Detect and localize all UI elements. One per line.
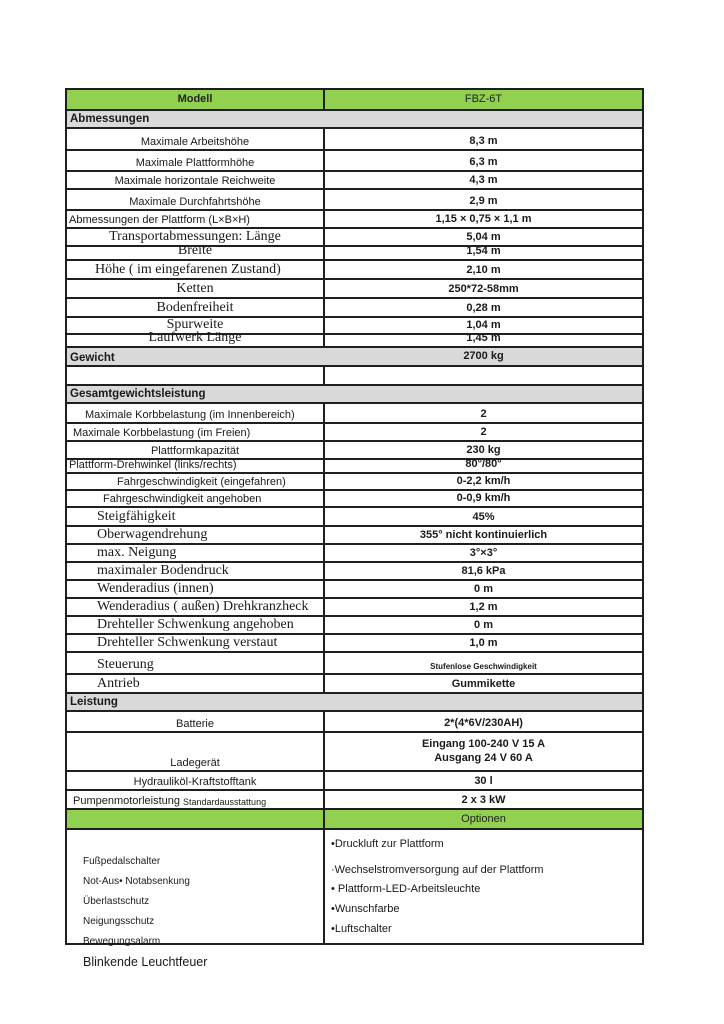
spec-value: 2 x 3 kW [461, 794, 506, 806]
spec-value: 2*(4*6V/230AH) [444, 717, 523, 729]
spec-row [67, 209, 642, 227]
spec-label: Drehteller Schwenkung verstaut [67, 635, 325, 651]
feature-item: Überlastschutz [83, 896, 150, 907]
spec-value: 81,6 kPa [461, 565, 506, 577]
spec-value: 2 [480, 426, 487, 438]
spec-value: 230 kg [466, 444, 501, 456]
spec-label: Oberwagendrehung [67, 527, 325, 543]
spec-label: Steigfähigkeit [67, 508, 325, 525]
section-value: 2700 kg [463, 350, 504, 362]
spec-row [67, 673, 642, 692]
spec-label: Maximale Plattformhöhe [67, 151, 325, 170]
spec-label: Plattform-Drehwinkel (links/rechts) [67, 460, 325, 472]
spec-value: 1,15 × 0,75 × 1,1 m [435, 213, 532, 225]
feature-item: •Wunschfarbe [331, 902, 400, 915]
spec-value: 1,54 m [466, 245, 501, 257]
spec-label-main: Pumpenmotorleistung [73, 795, 181, 807]
spec-value: 2,9 m [469, 195, 498, 207]
spec-row [67, 731, 642, 770]
spec-label: maximaler Bodendruck [67, 563, 325, 579]
section-label: Gewicht [70, 351, 115, 364]
spec-row [67, 458, 642, 472]
spec-value: 1,45 m [466, 332, 501, 344]
spec-row [67, 297, 642, 316]
spec-row [67, 149, 642, 170]
spec-value: 0-0,9 km/h [456, 492, 511, 504]
spec-label: Fahrgeschwindigkeit (eingefahren) [67, 474, 325, 489]
spec-label: Spurweite [67, 318, 325, 333]
spec-row [67, 227, 642, 245]
spec-label: Laufwerk Länge [67, 335, 325, 346]
feature-item: • Plattform-LED-Arbeitsleuchte [331, 883, 481, 896]
spec-label: Fahrgeschwindigkeit angehoben [67, 491, 325, 506]
spec-label: Wenderadius (innen) [67, 581, 325, 597]
spec-value: Gummikette [451, 678, 516, 690]
spec-label: Wenderadius ( außen) Drehkranzheck [67, 599, 325, 615]
spec-row [67, 579, 642, 597]
spec-row [67, 170, 642, 188]
spec-row [67, 561, 642, 579]
spec-label: max. Neigung [67, 545, 325, 561]
spec-label: Antrieb [67, 675, 325, 692]
spec-value: 1,04 m [466, 319, 501, 331]
spec-row [67, 365, 642, 384]
section-header-row [67, 692, 642, 710]
feature-item: ·Wechselstromversorgung auf der Plattform [331, 863, 544, 876]
spec-value: 250*72-58mm [448, 283, 519, 295]
spec-row [67, 710, 642, 731]
spec-value: 80°/80° [465, 458, 502, 470]
section-label: Gesamtgewichtsleistung [70, 387, 206, 400]
model-header-row [67, 90, 642, 109]
section-label: Abmessungen [70, 112, 150, 125]
spec-row [67, 422, 642, 440]
section-header-row [67, 109, 642, 127]
spec-label: Transportabmessungen: Länge [67, 229, 325, 245]
spec-value-line: Ausgang 24 V 60 A [434, 752, 533, 765]
feature-item: •Druckluft zur Plattform [331, 838, 444, 850]
spec-row [67, 188, 642, 209]
spec-label: Breite [67, 247, 325, 259]
feature-item: Bewegungsalarm [83, 936, 161, 947]
spec-label-suffix: Standardausstattung [183, 797, 267, 807]
spec-value: 0,28 m [466, 302, 501, 314]
options-header-label: Optionen [461, 812, 506, 825]
spec-row [67, 651, 642, 673]
options-row [67, 828, 642, 969]
feature-item: Neigungsschutz [83, 916, 155, 927]
spec-label: Maximale Durchfahrtshöhe [67, 190, 325, 209]
spec-row [67, 402, 642, 422]
spec-row [67, 259, 642, 278]
spec-value: 8,3 m [469, 135, 498, 147]
feature-item: Not-Aus• Notabsenkung [83, 876, 190, 887]
spec-label: Bodenfreiheit [67, 299, 325, 316]
spec-table [65, 88, 644, 969]
spec-value: 0 m [474, 583, 493, 595]
model-label-cell: Modell [67, 90, 325, 109]
feature-item: Fußpedalschalter [83, 856, 161, 867]
section-header-row [67, 384, 642, 402]
spec-label: Maximale Korbbelastung (im Innenbereich) [67, 404, 325, 422]
spec-label: Plattformkapazität [67, 442, 325, 458]
spec-label: Hydrauliköl-Kraftstofftank [67, 772, 325, 789]
spec-value: 2 [480, 408, 487, 420]
spec-value: 5,04 m [466, 231, 501, 243]
spec-label: Ketten [67, 280, 325, 297]
model-value-cell: FBZ-6T [464, 93, 503, 105]
feature-item: •Luftschalter [331, 922, 392, 935]
spec-row [67, 278, 642, 297]
spec-value: 4,3 m [469, 174, 498, 186]
section-header-row [67, 346, 642, 365]
spec-row [67, 615, 642, 633]
spec-value: 30 l [474, 775, 493, 787]
spec-value: Stufenlose Geschwindigkeit [430, 662, 537, 671]
spec-label: Abmessungen der Plattform (L×B×H) [67, 211, 325, 227]
spec-row [67, 525, 642, 543]
spec-value: 3°×3° [469, 547, 498, 559]
spec-row [67, 506, 642, 525]
section-label: Leistung [70, 695, 118, 708]
spec-value: 6,3 m [469, 156, 498, 168]
spec-label: Ladegerät [67, 733, 325, 770]
spec-value: 2,10 m [466, 264, 501, 276]
spec-row [67, 127, 642, 149]
spec-label: Steuerung [67, 653, 325, 673]
spec-label: Höhe ( im eingefarenen Zustand) [67, 261, 325, 278]
feature-item: Blinkende Leuchtfeuer [83, 955, 208, 969]
spec-value [325, 367, 642, 384]
spec-label: Maximale Korbbelastung (im Freien) [67, 424, 325, 440]
spec-row [67, 330, 642, 346]
spec-label: Maximale Arbeitshöhe [67, 129, 325, 149]
spec-label [67, 791, 325, 808]
spec-value: 45% [472, 511, 495, 523]
spec-value: 1,2 m [469, 601, 498, 613]
spec-label [67, 367, 325, 384]
spec-value: 0 m [474, 619, 493, 631]
spec-value: 1,0 m [469, 637, 498, 649]
spec-value [325, 733, 642, 770]
spec-value: 0-2,2 km/h [456, 475, 511, 487]
spec-row [67, 472, 642, 489]
spec-row [67, 633, 642, 651]
spec-value-line: Eingang 100-240 V 15 A [421, 737, 546, 750]
spec-label: Maximale horizontale Reichweite [67, 172, 325, 188]
spec-row [67, 440, 642, 458]
included-features-list [67, 830, 325, 969]
spec-row [67, 245, 642, 259]
spec-label: Batterie [67, 712, 325, 731]
options-header-spacer [67, 810, 325, 828]
spec-row [67, 597, 642, 615]
spec-row [67, 543, 642, 561]
spec-row [67, 770, 642, 789]
spec-row [67, 489, 642, 506]
options-header-row [67, 808, 642, 828]
spec-value: 355° nicht kontinuierlich [419, 529, 548, 541]
spec-row [67, 789, 642, 808]
optional-features-list [325, 830, 642, 943]
spec-label: Drehteller Schwenkung angehoben [67, 617, 325, 633]
